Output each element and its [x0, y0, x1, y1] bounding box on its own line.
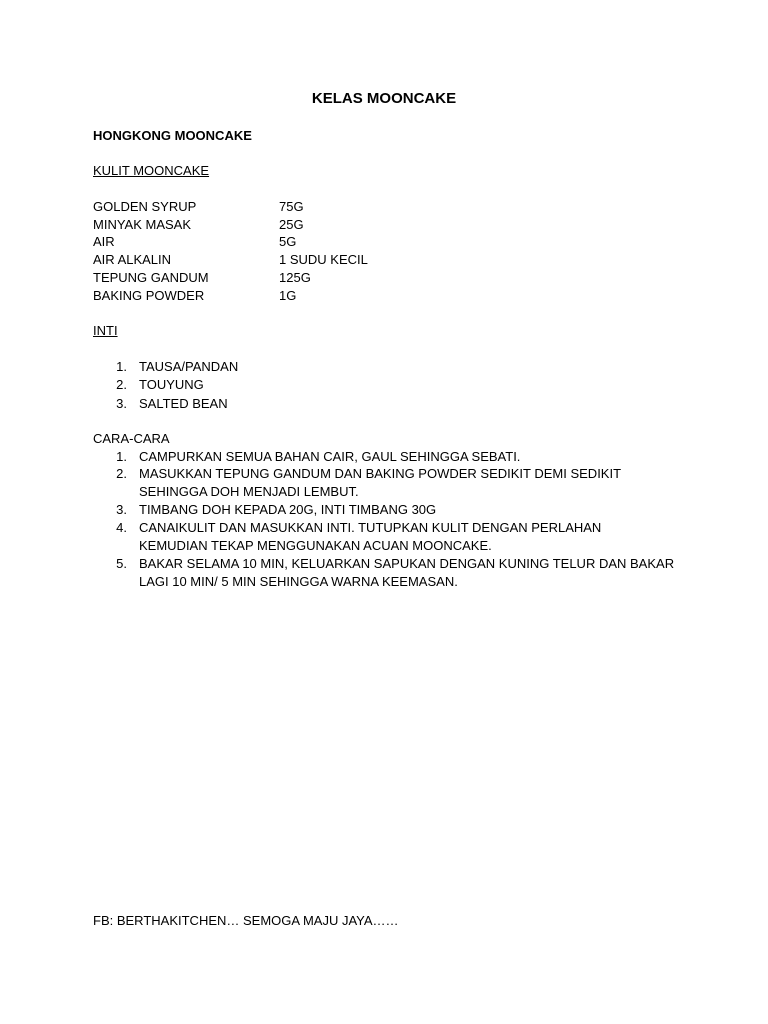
ingredient-qty: 25G [279, 217, 304, 232]
ingredient-qty: 1G [279, 288, 297, 303]
list-number: 1. [116, 359, 127, 374]
step-text: MASUKKAN TEPUNG GANDUM DAN BAKING POWDER SEDIKIT DEMI SEDIKIT [139, 466, 622, 481]
step-number: 5. [116, 556, 127, 571]
ingredient-name: TEPUNG GANDUM [93, 270, 209, 285]
list-item: SALTED BEAN [139, 396, 228, 411]
filling-heading: INTI [93, 323, 118, 338]
list-number: 2. [116, 377, 127, 392]
step-text: KEMUDIAN TEKAP MENGGUNAKAN ACUAN MOONCAKE. [139, 538, 492, 553]
ingredient-name: AIR [93, 234, 115, 249]
step-text: BAKAR SELAMA 10 MIN, KELUARKAN SAPUKAN DENGAN KUNING TELUR DAN BAKAR [139, 556, 675, 571]
recipe-subtitle: HONGKONG MOONCAKE [93, 128, 252, 143]
step-text: CAMPURKAN SEMUA BAHAN CAIR, GAUL SEHINGGA SEBATI. [139, 449, 521, 464]
list-number: 3. [116, 396, 127, 411]
step-number: 4. [116, 520, 127, 535]
list-item: TOUYUNG [139, 377, 204, 392]
step-number: 3. [116, 502, 127, 517]
step-text: TIMBANG DOH KEPADA 20G, INTI TIMBANG 30G [139, 502, 437, 517]
step-number: 2. [116, 466, 127, 481]
ingredient-qty: 5G [279, 234, 297, 249]
method-heading: CARA-CARA [93, 431, 170, 446]
step-text: LAGI 10 MIN/ 5 MIN SEHINGGA WARNA KEEMASAN. [139, 574, 458, 589]
step-text: CANAIKULIT DAN MASUKKAN INTI. TUTUPKAN KULIT DENGAN PERLAHAN [139, 520, 602, 535]
step-number: 1. [116, 449, 127, 464]
skin-heading: KULIT MOONCAKE [93, 163, 210, 178]
ingredient-name: MINYAK MASAK [93, 217, 192, 232]
ingredient-name: GOLDEN SYRUP [93, 199, 197, 214]
ingredient-name: AIR ALKALIN [93, 252, 172, 267]
list-item: TAUSA/PANDAN [139, 359, 239, 374]
footer-note: FB: BERTHAKITCHEN… SEMOGA MAJU JAYA…… [93, 913, 399, 928]
step-text: SEHINGGA DOH MENJADI LEMBUT. [139, 484, 359, 499]
document-title: KELAS MOONCAKE [311, 90, 457, 107]
ingredient-qty: 75G [279, 199, 304, 214]
ingredient-qty: 125G [279, 270, 311, 285]
ingredient-qty: 1 SUDU KECIL [279, 252, 368, 267]
ingredient-name: BAKING POWDER [93, 288, 205, 303]
